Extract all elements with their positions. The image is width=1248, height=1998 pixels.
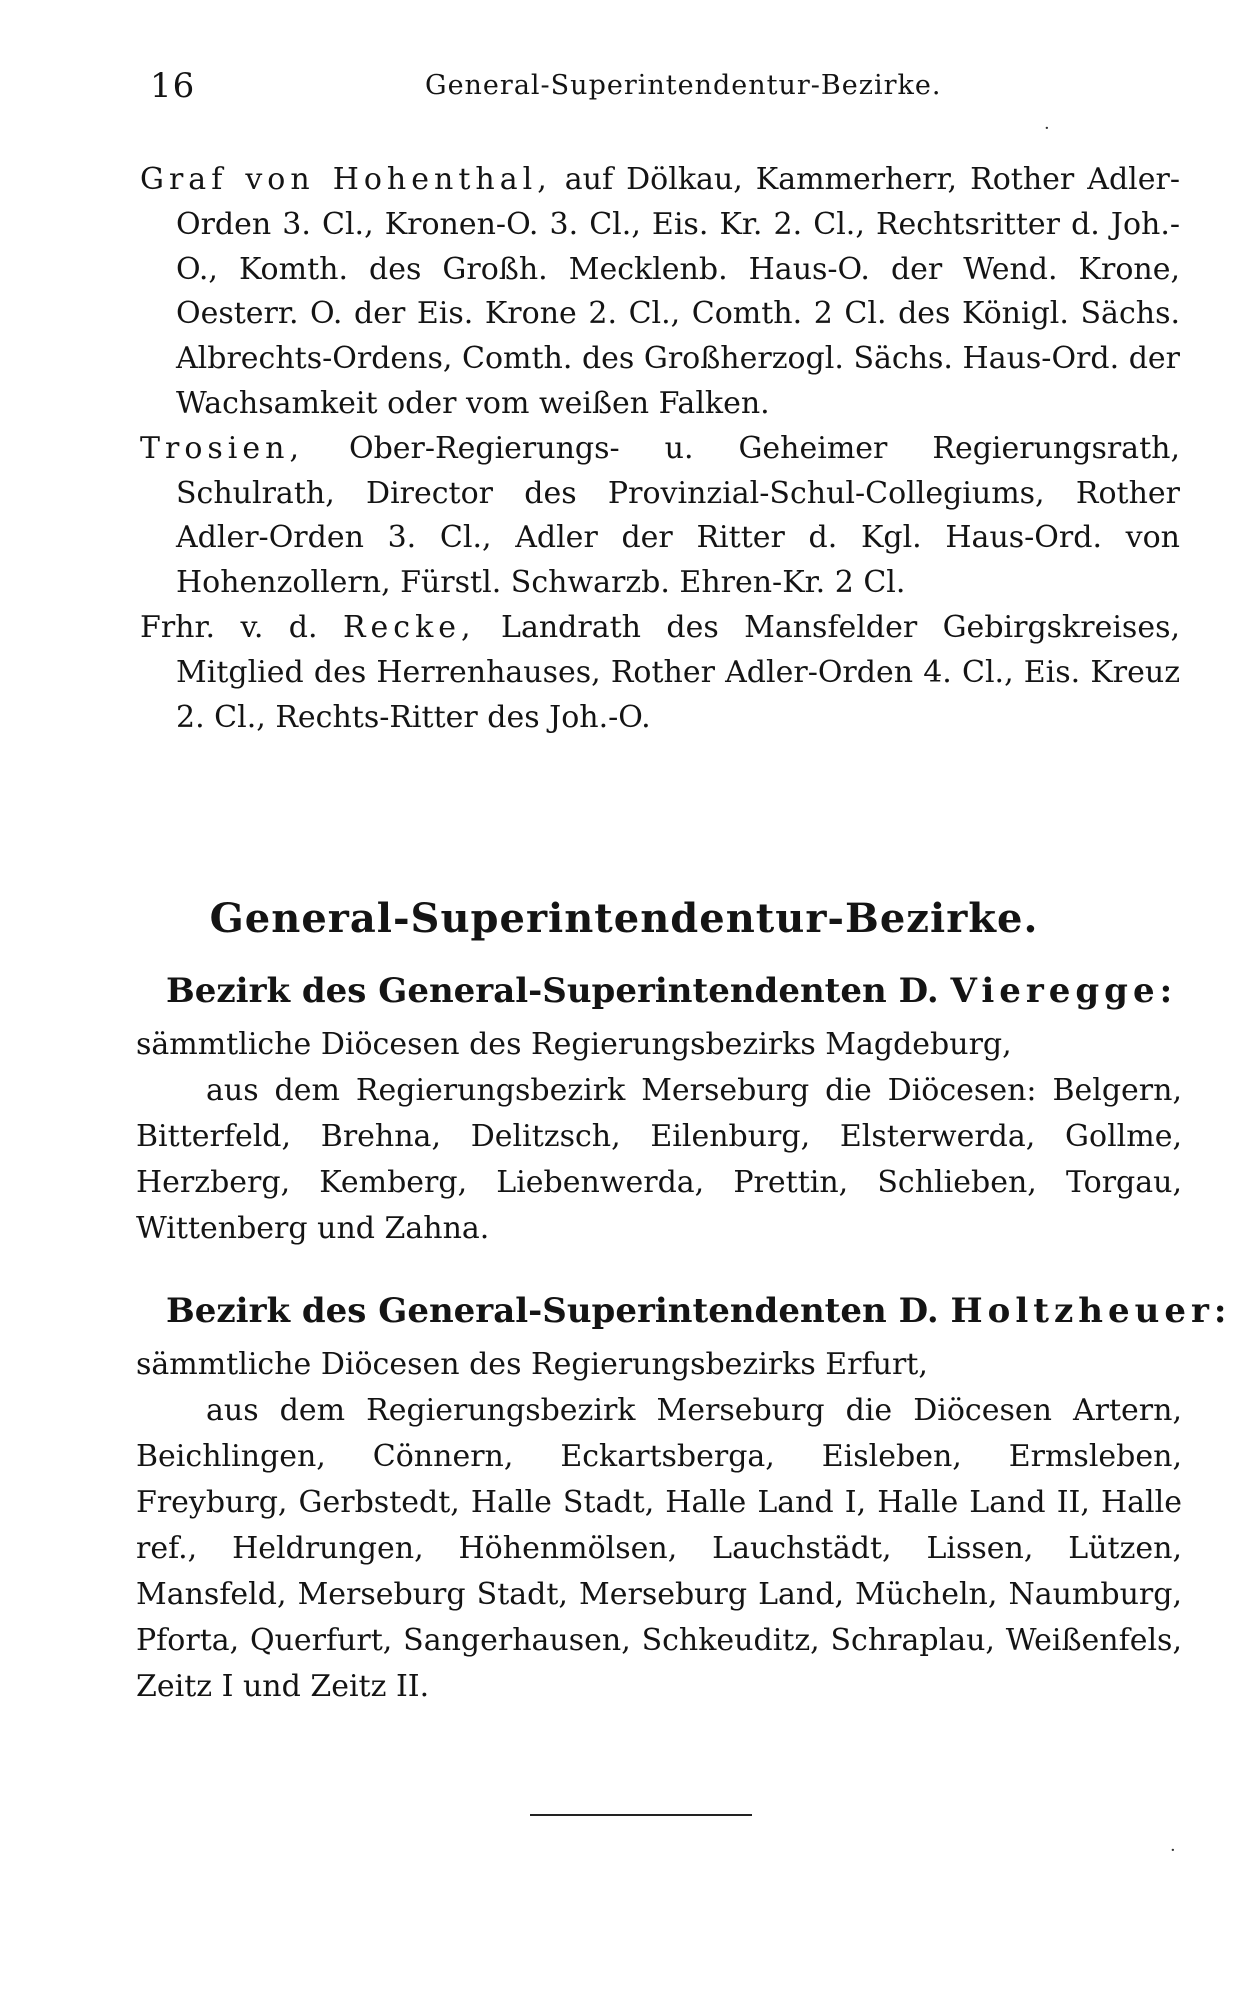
print-speck: · — [1044, 118, 1050, 139]
member-details: auf Dölkau, Kammerherr, Rother Adler-Orden 3. Cl., Kronen-O. 3. Cl., Eis. Kr. 2. Cl., Rechtsritter d. Joh.-O., Komth. des Großh. Mecklenb. Haus-O. der Wend. Krone, Oesterr. O. der Eis. Krone 2. Cl., Comth. 2 Cl. des Königl. Sächs. Albrechts-Ordens, Comth. des Großherzogl. Sächs. Haus-Ord. der Wachsamkeit oder vom weißen Falken. — [176, 162, 1180, 421]
district-body: aus dem Regierungsbezirk Merseburg die Diöcesen: Belgern, Bitterfeld, Brehna, Delitzsch, Eilenburg, Elsterwerda, Gollme, Herzberg, Kemberg, Liebenwerda, Prettin, Schlieben, Torgau, Wittenberg und Zahna. — [136, 1073, 1182, 1246]
member-name: Recke, — [342, 609, 476, 645]
district-first-line: sämmtliche Diöcesen des Regierungsbezirks Erfurt, — [136, 1347, 928, 1382]
section-title: General-Superintendentur-Bezirke. — [209, 895, 1039, 942]
member-name: Graf von Hohenthal, — [140, 162, 552, 197]
member-entry — [140, 158, 1180, 427]
member-entry — [140, 606, 1180, 740]
member-name-prefix: Frhr. v. d. — [140, 609, 318, 645]
running-head — [150, 66, 1180, 112]
district-heading-prefix: Bezirk des General-Superintendenten D. — [166, 971, 939, 1011]
member-entry — [140, 427, 1180, 606]
member-details: Landrath des Mansfelder Gebirgskreises, Mitglied des Herrenhauses, Rother Adler-Orden 4. Cl., Eis. Kreuz 2. Cl., Rechts-Ritter des Joh.-O. — [176, 609, 1181, 735]
page-number: 16 — [150, 66, 196, 106]
running-head-title: General-Superintendentur-Bezirke. — [425, 70, 942, 101]
district-block — [136, 966, 1182, 1252]
district-heading — [166, 1286, 1232, 1336]
district-heading — [166, 966, 1182, 1016]
member-details: Ober-Regierungs- u. Geheimer Regierungsrath, Schulrath, Director des Provinzial-Schul-Collegiums, Rother Adler-Orden 3. Cl., Adler der Ritter d. Kgl. Haus-Ord. von Hohenzollern, Fürstl. Schwarzb. Ehren-Kr. 2 Cl. — [176, 430, 1180, 601]
district-body: aus dem Regierungsbezirk Merseburg die Diöcesen Artern, Beichlingen, Cönnern, Eckartsberga, Eisleben, Ermsleben, Freyburg, Gerbstedt, Halle Stadt, Halle Land I, Halle Land II, Halle ref., Heldrungen, Höhenmölsen, Lauchstädt, Lissen, Lützen, Mansfeld, Merseburg Stadt, Merseburg Land, Mücheln, Naumburg, Pforta, Querfurt, Sangerhausen, Schkeuditz, Schraplau, Weißenfels, Zeitz I und Zeitz II. — [136, 1393, 1182, 1704]
member-list — [140, 158, 1180, 740]
district-heading-prefix: Bezirk des General-Superintendenten D. — [166, 1291, 939, 1331]
end-rule — [530, 1814, 752, 1816]
member-name: Trosien, — [140, 430, 305, 466]
superintendent-name: Holtzheuer: — [950, 1291, 1232, 1331]
print-speck: · — [1170, 1840, 1176, 1861]
district-block — [136, 1286, 1232, 1710]
superintendent-name: Vieregge: — [950, 971, 1178, 1011]
district-first-line: sämmtliche Diöcesen des Regierungsbezirks Magdeburg, — [136, 1027, 1012, 1062]
